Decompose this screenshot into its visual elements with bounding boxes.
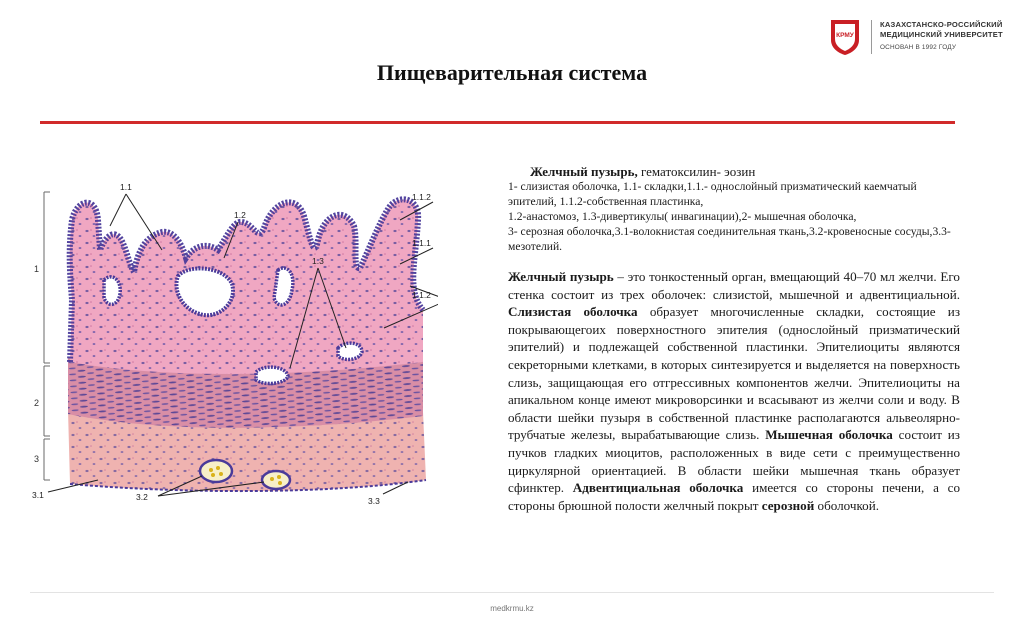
term-serous: серозной (761, 497, 815, 513)
header-divider (871, 20, 872, 54)
caption-line-3: 3- серозная оболочка,3.1-волокнистая соединительная ткань,3.2-кровеносные сосуды,3.3- мезотелий. (508, 225, 951, 254)
term-gallbladder: Желчный пузырь (508, 269, 614, 284)
caption-heading: Желчный пузырь, гематоксилин- эозин (530, 164, 756, 179)
footer-divider (30, 592, 994, 593)
university-line1: КАЗАХСТАНСКО-РОССИЙСКИЙ (880, 20, 1003, 29)
label-2: 2 (34, 398, 40, 408)
logo-text: КРМУ (836, 32, 854, 39)
term-adventitia: Адвентициальная оболочка (572, 480, 744, 496)
page-title: Пищеварительная система (376, 60, 648, 85)
university-logo-icon (828, 18, 862, 56)
label-1: 1 (34, 264, 40, 274)
term-mucosa: Слизистая оболочка (508, 304, 638, 320)
title-divider (40, 121, 955, 124)
description-paragraph: Желчный пузырь – это тонкостенный орган, вмещающий 40–70 мл желчи. Его стенка состоит из трех оболочек: слизистой, мышечной и адвентициальной. Слизистая оболочка образует многочисленные складки, состоящие из покрывающегоих поверхностного эпителия (однослойный призматический эпителий) и подлежащей собственной пластинки. Эпителиоциты являются секреторными клетками, в которых синтезируется и выделяется на поверхность слизь, защищающая его отгрессивных компонентов желчи. Эпителиоциты на апикальном конце имеют микроворсинки и всасывают из желчи соли и воду. В области шейки пузыря в собственной пластинке располагаются альвеолярно-трубчатые железы, вырабатывающие слизь. Мышечная оболочка состоит из пучков гладких миоцитов, расположенных в виде сети с преимущественно циркулярной ориентацией. В области шейки мышечная ткань образует сфинктер. Адвентициальная оболочка имеется со стороны печени, а со стороны брюшной полости желчный покрыт серозной оболочкой. (508, 269, 960, 513)
footer-site: medkrmu.kz (490, 604, 534, 613)
label-3-2: 3.2 (136, 492, 148, 502)
label-1-1-1: 1.1.1 (412, 238, 431, 248)
figure-caption (508, 164, 960, 255)
university-name (880, 20, 1003, 53)
university-line2: МЕДИЦИНСКИЙ УНИВЕРСИТЕТ (880, 30, 1003, 39)
label-3: 3 (34, 454, 40, 464)
label-1-1-2-top: 1.1.2 (412, 192, 431, 202)
gallbladder-histology-figure (28, 180, 438, 520)
caption-line-2: 1.2-анастомоз, 1.3-дивертикулы( инвагинации),2- мышечная оболочка, (508, 210, 857, 224)
label-1-1-2-bottom: 1.1.2 (412, 290, 431, 300)
description-text (508, 268, 960, 514)
founded-year: ОСНОВАН В 1992 ГОДУ (880, 44, 957, 51)
label-1-2: 1.2 (234, 210, 246, 220)
label-1-3: 1.3 (312, 256, 324, 266)
label-3-3: 3.3 (368, 496, 380, 506)
term-muscular: Мышечная оболочка (765, 427, 893, 443)
label-1-1: 1.1 (120, 182, 132, 192)
label-3-1: 3.1 (32, 490, 44, 500)
caption-line-1: 1- слизистая оболочка, 1.1- складки,1.1.- однослойный призматический каемчатый эпителий, 1.1.2-собственная пластинка, (508, 180, 917, 209)
